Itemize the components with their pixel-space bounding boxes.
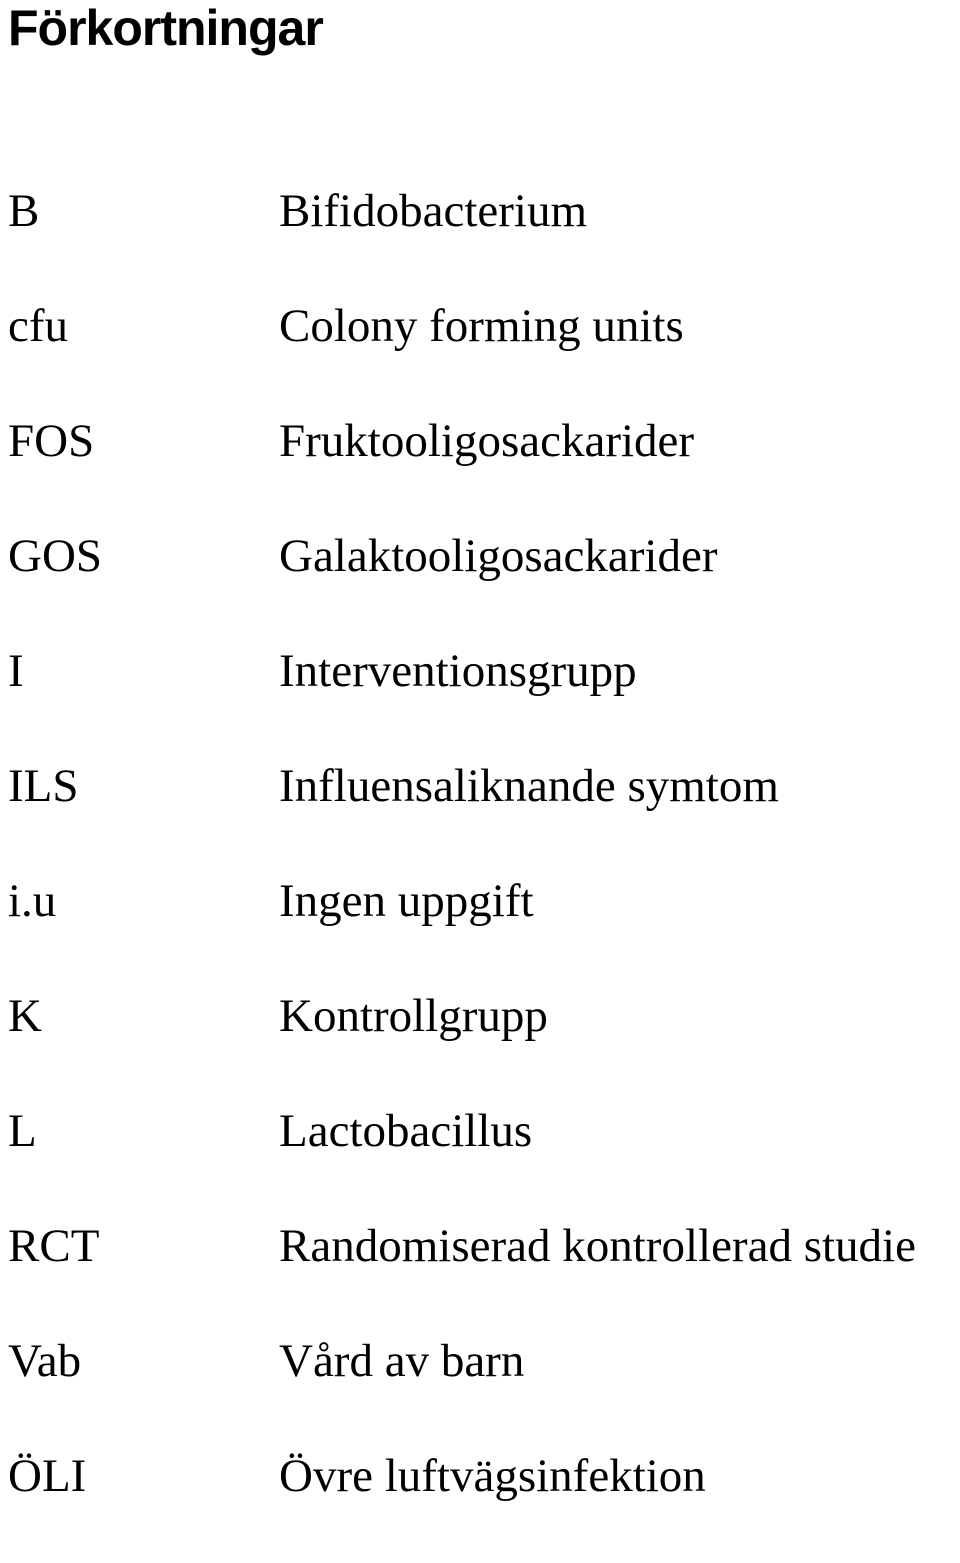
list-item: [0, 413, 960, 528]
abbreviation-definition: Vård av barn: [279, 1335, 525, 1387]
abbreviation-definition: Influensaliknande symtom: [279, 760, 779, 812]
list-item: [0, 1333, 960, 1448]
abbreviation-definition: Randomiserad kontrollerad studie: [279, 1220, 916, 1272]
abbreviation-definition: Fruktooligosackarider: [279, 415, 695, 467]
abbreviation-term: Vab: [8, 1335, 82, 1387]
abbreviation-term: I: [8, 645, 24, 697]
abbreviation-term: i.u: [8, 875, 57, 927]
abbreviation-term: RCT: [8, 1220, 100, 1272]
list-item: [0, 988, 960, 1103]
abbreviation-term: ÖLI: [8, 1450, 87, 1502]
list-item: [0, 1448, 960, 1563]
list-item: [0, 643, 960, 758]
abbreviation-list: [0, 183, 960, 1563]
abbreviation-term: GOS: [8, 530, 103, 582]
abbreviation-definition: Colony forming units: [279, 300, 684, 352]
abbreviation-definition: Lactobacillus: [279, 1105, 533, 1157]
abbreviation-definition: Galaktooligosackarider: [279, 530, 718, 582]
page-title: Förkortningar: [8, 0, 323, 56]
list-item: [0, 528, 960, 643]
list-item: [0, 873, 960, 988]
abbreviation-definition: Ingen uppgift: [279, 875, 534, 927]
abbreviation-term: ILS: [8, 760, 79, 812]
abbreviation-term: L: [8, 1105, 37, 1157]
abbreviation-term: cfu: [8, 300, 69, 352]
abbreviation-definition: Kontrollgrupp: [279, 990, 548, 1042]
abbreviation-definition: Interventionsgrupp: [279, 645, 637, 697]
abbreviation-term: B: [8, 185, 40, 237]
list-item: [0, 1218, 960, 1333]
list-item: [0, 298, 960, 413]
abbreviation-definition: Bifidobacterium: [279, 185, 588, 237]
list-item: [0, 1103, 960, 1218]
list-item: [0, 183, 960, 298]
abbreviation-definition: Övre luftvägsinfektion: [279, 1450, 706, 1502]
abbreviation-term: K: [8, 990, 42, 1042]
abbreviation-term: FOS: [8, 415, 95, 467]
list-item: [0, 758, 960, 873]
